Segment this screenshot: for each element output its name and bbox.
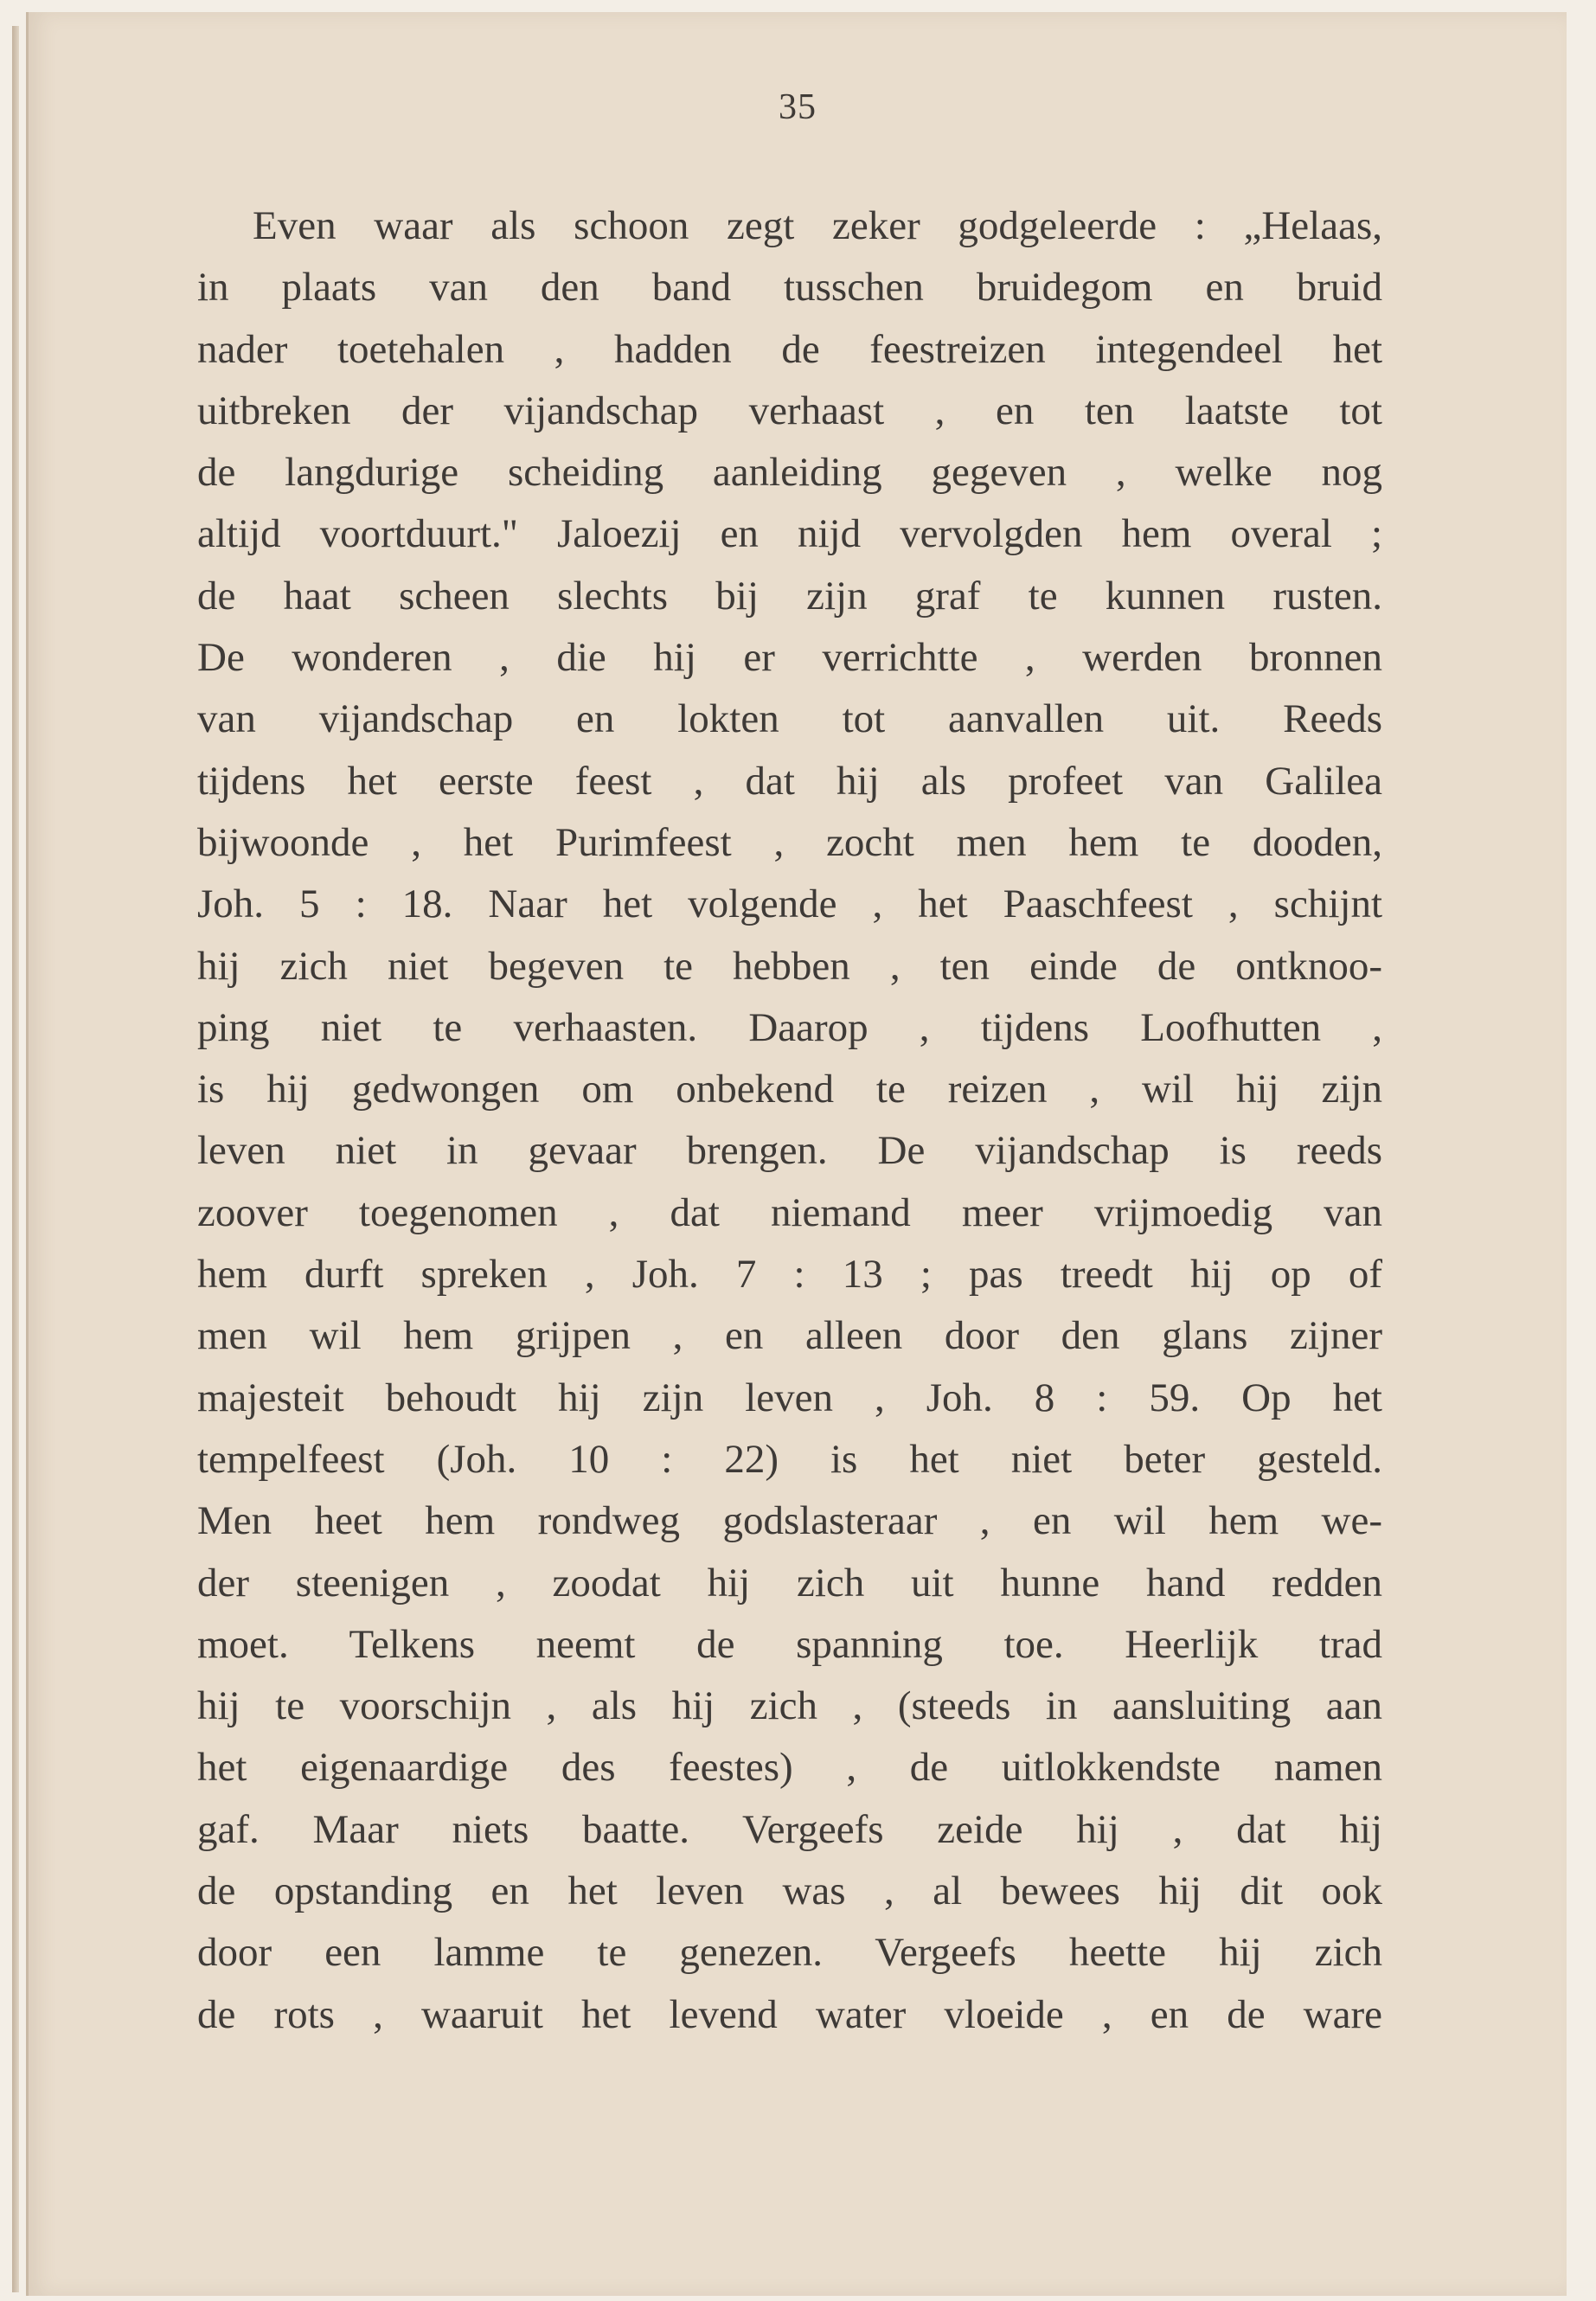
text-line-10: tijdens het eerste feest , dat hij als profeet van Galilea <box>197 758 1382 804</box>
text-line-7: de haat scheen slechts bij zijn graf te kunnen rusten. <box>197 573 1382 619</box>
text-line-17: zoover toegenomen , dat niemand meer vrijmoedig van <box>197 1189 1382 1235</box>
text-line-14: ping niet te verhaasten. Daarop , tijdens Loofhutten , <box>197 1004 1382 1050</box>
text-line-24: moet. Telkens neemt de spanning toe. Heerlijk trad <box>197 1621 1382 1667</box>
text-line-12: Joh. 5 : 18. Naar het volgende , het Paaschfeest , schijnt <box>197 881 1382 927</box>
text-line-18: hem durft spreken , Joh. 7 : 13 ; pas treedt hij op of <box>197 1252 1382 1298</box>
page-number: 35 <box>779 87 817 127</box>
text-line-28: de opstanding en het leven was , al bewees hij dit ook <box>197 1868 1382 1914</box>
text-line-16: leven niet in gevaar brengen. De vijandschap is reeds <box>197 1128 1382 1174</box>
text-line-29: door een lamme te genezen. Vergeefs heette hij zich <box>197 1930 1382 1976</box>
text-line-19: men wil hem grijpen , en alleen door den glans zijner <box>197 1313 1382 1359</box>
text-line-25: hij te voorschijn , als hij zich , (steeds in aansluiting aan <box>197 1683 1382 1729</box>
text-line-22: Men heet hem rondweg godslasteraar , en wil hem we- <box>197 1498 1382 1544</box>
text-line-2: in plaats van den band tusschen bruidegom en bruid <box>197 265 1382 311</box>
text-line-8: De wonderen , die hij er verrichtte , werden bronnen <box>197 635 1382 681</box>
text-line-1: Even waar als schoon zegt zeker godgeleerde : „Helaas, <box>253 203 1382 248</box>
text-line-21: tempelfeest (Joh. 10 : 22) is het niet beter gesteld. <box>197 1436 1382 1482</box>
text-line-6: altijd voortduurt." Jaloezij en nijd vervolgden hem overal ; <box>197 511 1382 557</box>
body-text <box>197 195 1382 2046</box>
text-line-13: hij zich niet begeven te hebben , ten einde de ontknoo- <box>197 943 1382 989</box>
text-line-23: der steenigen , zoodat hij zich uit hunne hand redden <box>197 1560 1382 1606</box>
text-line-27: gaf. Maar niets baatte. Vergeefs zeide hij , dat hij <box>197 1806 1382 1852</box>
text-line-20: majesteit behoudt hij zijn leven , Joh. 8 : 59. Op het <box>197 1375 1382 1420</box>
text-line-9: van vijandschap en lokten tot aanvallen uit. Reeds <box>197 696 1382 742</box>
text-line-4: uitbreken der vijandschap verhaast , en ten laatste tot <box>197 388 1382 433</box>
book-page <box>26 12 1567 2296</box>
text-line-26: het eigenaardige des feestes) , de uitlokkendste namen <box>197 1745 1382 1791</box>
text-line-11: bijwoonde , het Purimfeest , zocht men hem te dooden, <box>197 819 1382 865</box>
page-left-edge <box>12 26 19 2292</box>
text-line-3: nader toetehalen , hadden de feestreizen integendeel het <box>197 326 1382 372</box>
text-line-15: is hij gedwongen om onbekend te reizen , wil hij zijn <box>197 1067 1382 1112</box>
text-line-30: de rots , waaruit het levend water vloeide , en de ware <box>197 1991 1382 2037</box>
text-line-5: de langdurige scheiding aanleiding gegeven , welke nog <box>197 450 1382 496</box>
